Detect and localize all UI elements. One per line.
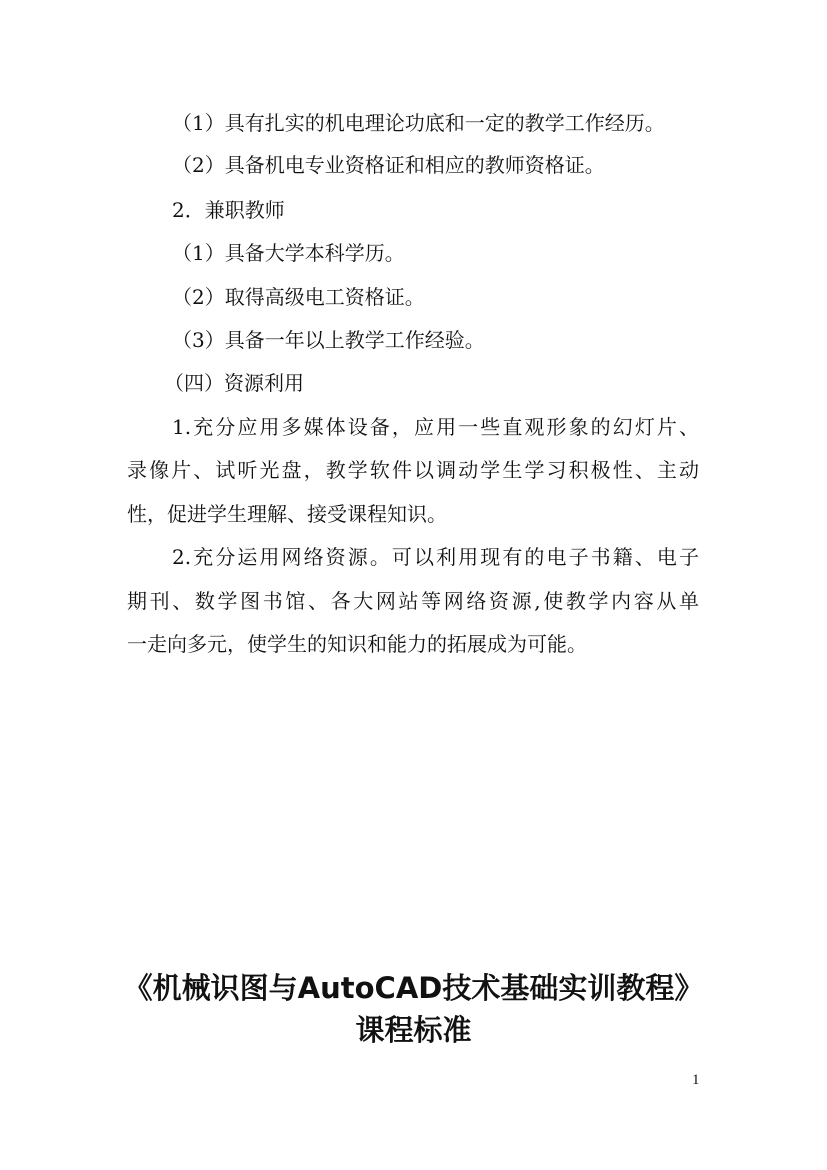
paragraph-1-line-1: 1.充分应用多媒体设备，应用一些直观形象的幻灯片、	[172, 415, 699, 439]
section-heading-resources: （四）资源利用	[164, 371, 304, 395]
paragraph-2-line-2: 期刊、数学图书馆、各大网站等网络资源,使教学内容从单	[127, 589, 699, 613]
paragraph-2-line-3: 一走向多元，使学生的知识和能力的拓展成为可能。	[127, 632, 587, 656]
course-title: 《机械识图与AutoCAD技术基础实训教程》	[123, 971, 704, 1005]
requirement-item-2: （2）具备机电专业资格证和相应的教师资格证。	[172, 153, 605, 177]
section-heading-parttime-teachers: 2．兼职教师	[172, 198, 285, 222]
page-number: 1	[692, 1072, 700, 1088]
paragraph-1-line-3: 性，促进学生理解、接受课程知识。	[127, 502, 447, 526]
parttime-item-2: （2）取得高级电工资格证。	[172, 285, 425, 309]
parttime-item-3: （3）具备一年以上教学工作经验。	[172, 328, 485, 352]
paragraph-1-line-2: 录像片、试听光盘，教学软件以调动学生学习积极性、主动	[127, 458, 699, 482]
requirement-item-1: （1）具有扎实的机电理论功底和一定的教学工作经历。	[172, 111, 665, 135]
paragraph-2-line-1: 2.充分运用网络资源。可以利用现有的电子书籍、电子	[172, 545, 699, 569]
course-subtitle: 课程标准	[355, 1013, 472, 1047]
parttime-item-1: （1）具备大学本科学历。	[172, 241, 405, 265]
